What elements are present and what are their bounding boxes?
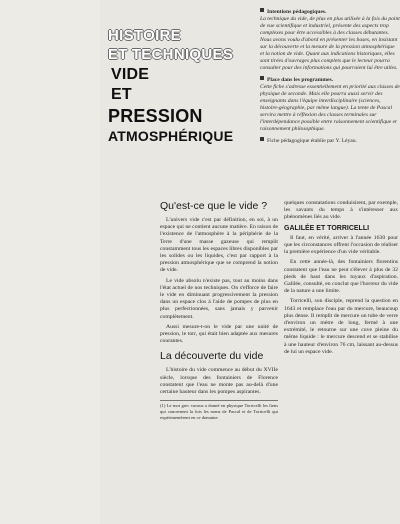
- article-title: [108, 28, 248, 143]
- square-bullet-icon: [260, 76, 264, 80]
- page-margin: [0, 0, 100, 524]
- title-histoire: HISTOIRE: [108, 27, 181, 44]
- intro-programmes-body: Cette fiche s'adresse essentiellement en priorité aux classes de physique de seconde. Mais elle pourra aussi servir des enseignants dans l'équipe interdisciplinaire (sciences, histoire-géographie, par même langue). La tente de Pascal servira mettre à réflexion des classes terminales sur l'interdépendance possible entre raisonnement scientifique et raisonnement philosophique.: [260, 84, 400, 132]
- section-title-decouverte: La découverte du vide: [160, 350, 264, 363]
- title-atmospherique: ATMOSPHÉRIQUE: [108, 128, 234, 144]
- square-bullet-icon: [260, 137, 264, 141]
- title-et-2: ET: [111, 86, 132, 103]
- paragraph: En cette année-là, des fontainiers florentins constatent que l'eau ne peut s'élever à plus de 32 pieds de haut dans les tuyaux d'aspiration. Galilée, consulté, en conclut que l'horreur du vide de la nature a une limite.: [284, 259, 398, 295]
- title-techniques: TECHNIQUES: [131, 46, 234, 63]
- paragraph: Il faut, en vérité, arriver à l'année 1630 pour que les circonstances offrent l'occasion de réaliser la première expérience d'un vide véritable.: [284, 234, 398, 256]
- intro-intentions-head-text: Intentions pédagogiques.: [267, 9, 327, 15]
- intro-intentions-body: La technique du vide, de plus en plus utilisée à la fois du point de vue scientifique et industriel, présente des aspects trop complexes pour être accessibles à des classes débutantes. Nous avons voulu d'abord en présenter les bases, en insistant sur la découverte et la mesure de la pression atmosphérique et la notion de vide. Quant aux indications historiques, elles sont tirées d'ouvrages plus complets que le lecteur pourra consulter pour des informations qui pourraient lui être utiles.: [260, 16, 400, 71]
- column-right: [284, 200, 398, 359]
- title-et: ET: [108, 46, 128, 63]
- intro-fiche: [260, 137, 400, 145]
- paragraph: L'histoire du vide commence au début du XVIIe siècle, lorsque des fontainiers de Florence constatent que l'eau ne monte pas au-delà d'une certaine hauteur dans les pompes aspirantes.: [160, 367, 278, 396]
- paragraph: Torricelli, son disciple, reprend la question en 1643 et remplace l'eau par du mercure, beaucoup plus dense. Il remplit de mercure un tube de verre d'environ un mètre de long, fermé à une extrémité, le retourne sur une cuve pleine du même liquide : le mercure descend et se stabilise à une hauteur d'environ 76 cm, laissant au-dessus de lui un espace vide.: [284, 298, 398, 355]
- square-bullet-icon: [260, 8, 264, 12]
- column-middle: [160, 200, 278, 421]
- intro-intentions: [260, 8, 400, 72]
- title-et-techniques: [108, 46, 233, 63]
- subsection-title: GALILÉE ET TORRICELLI: [284, 224, 370, 232]
- title-pression: PRESSION: [108, 106, 203, 126]
- paragraph: Aussi mesure-t-on le vide par une unité de pression, le torr, qui était bien adaptée aux mesures courantes.: [160, 323, 278, 345]
- footnote: (1) Le mot grec vacuus a donné en physique Torricelli les liens qui concernent la fois les noms de Pascal et de Torricelli qui expérimentèrent en ce domaine.: [160, 400, 278, 421]
- section-title-vide: Qu'est-ce que le vide ?: [160, 200, 268, 212]
- intro-fiche-text: Fiche pédagogique établie par Y. Léyau.: [267, 138, 357, 144]
- title-vide: VIDE: [111, 66, 150, 83]
- paragraph: L'univers vide c'est par définition, en soi, à un espace qui ne contient aucune matière. En raison de l'existence de l'atmosphère à la périphérie de la Terre d'une masse gazeuse qui remplit constamment tous les espaces libres disponibles par les solides ou les liquides, c'est par rapport à la pression atmosphérique que se comprend la notion de vide.: [160, 217, 278, 274]
- intro-programmes-head: [260, 76, 400, 84]
- paragraph: quelques constatations conduisirent, par exemple, les savants du temps à s'intéresser aux phénomènes liés au vide.: [284, 200, 398, 221]
- intro-intentions-head: [260, 8, 400, 16]
- paragraph: Le vide absolu n'existe pas, tout au moins dans l'état actuel de nos techniques. On s'efforce de faire le vide en diminuant progressivement la pression dans un espace clos à l'aide de pompes de plus en plus perfectionnées, sans jamais y parvenir complètement.: [160, 277, 278, 320]
- intro-programmes-head-text: Place dans les programmes.: [267, 77, 334, 83]
- intro-programmes: [260, 76, 400, 133]
- intro-block: [260, 8, 400, 145]
